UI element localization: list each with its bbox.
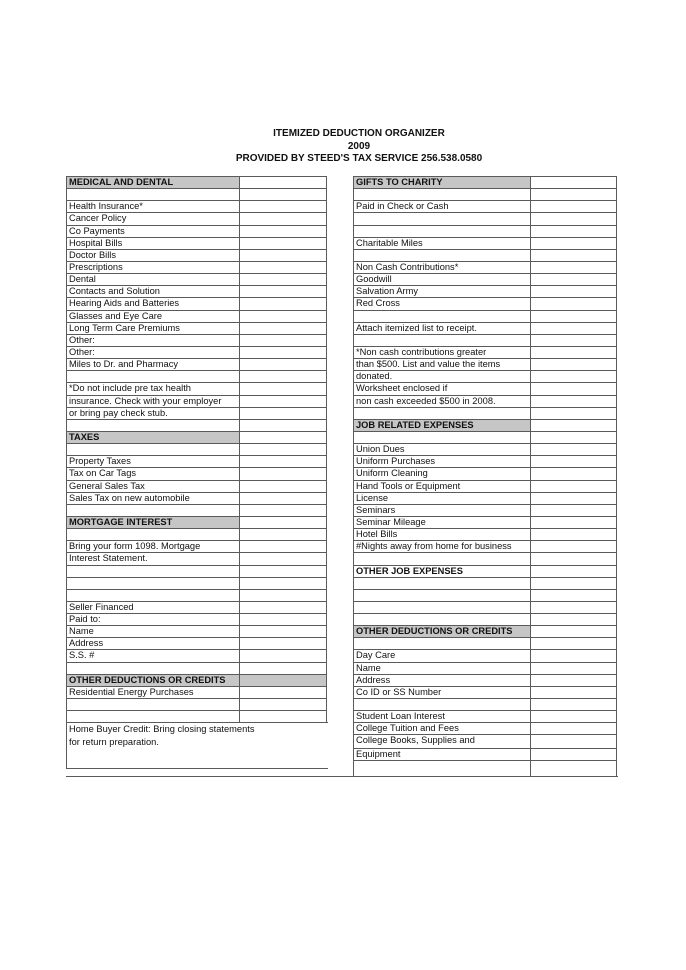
amount-field[interactable] (239, 649, 327, 661)
amount-field[interactable] (239, 407, 327, 419)
row-label: Address (353, 674, 530, 686)
amount-field[interactable] (239, 589, 327, 601)
amount-field[interactable] (530, 407, 617, 419)
amount-field[interactable] (530, 698, 617, 710)
row-label: Cancer Policy (66, 212, 239, 224)
row-label: Uniform Purchases (353, 455, 530, 467)
table-row (66, 273, 328, 285)
table-row (66, 419, 328, 431)
section-header-other-job-expenses (353, 565, 617, 577)
row-label: Equipment (353, 748, 530, 760)
table-bottom-border (66, 776, 618, 777)
amount-field[interactable] (530, 516, 617, 528)
section-title: MORTGAGE INTEREST (66, 516, 239, 528)
amount-field[interactable] (239, 273, 327, 285)
section-header-gifts-to-charity (353, 176, 617, 188)
section-title: TAXES (66, 431, 239, 443)
row-label: Sales Tax on new automobile (66, 492, 239, 504)
row-label: Health Insurance* (66, 200, 239, 212)
row-label: Seminars (353, 504, 530, 516)
table-row (353, 395, 617, 407)
table-row (66, 637, 328, 649)
row-label: Co ID or SS Number (353, 686, 530, 698)
table-row (353, 480, 617, 492)
table-row (353, 455, 617, 467)
table-row (353, 734, 617, 748)
table-row (353, 382, 617, 394)
row-label (353, 310, 530, 322)
amount-field[interactable] (239, 613, 327, 625)
amount-field[interactable] (530, 237, 617, 249)
row-label (66, 443, 239, 455)
row-label: Hospital Bills (66, 237, 239, 249)
row-label (66, 710, 239, 722)
table-row (66, 504, 328, 516)
amount-field[interactable] (239, 698, 327, 710)
row-label (353, 637, 530, 649)
row-label: non cash exceeded $500 in 2008. (353, 395, 530, 407)
row-label: Other: (66, 346, 239, 358)
row-label: Property Taxes (66, 455, 239, 467)
amount-field[interactable] (530, 760, 617, 776)
row-label (66, 698, 239, 710)
section-title: OTHER DEDUCTIONS OR CREDITS (353, 625, 530, 637)
amount-field[interactable] (530, 467, 617, 479)
table-row (66, 370, 328, 382)
section-title: GIFTS TO CHARITY (353, 176, 530, 188)
amount-field[interactable] (239, 249, 327, 261)
table-row (66, 261, 328, 273)
table-row (66, 200, 328, 212)
amount-field[interactable] (530, 188, 617, 200)
row-label: Contacts and Solution (66, 285, 239, 297)
amount-field[interactable] (239, 200, 327, 212)
table-row (353, 237, 617, 249)
row-label (353, 249, 530, 261)
amount-field[interactable] (530, 176, 617, 188)
row-label: S.S. # (66, 649, 239, 661)
note-line: Home Buyer Credit: Bring closing statements (69, 724, 255, 735)
row-label: Prescriptions (66, 261, 239, 273)
amount-field[interactable] (530, 674, 617, 686)
table-row (66, 443, 328, 455)
amount-field[interactable] (239, 225, 327, 237)
table-row (66, 686, 328, 698)
table-row (353, 710, 617, 722)
section-title: JOB RELATED EXPENSES (353, 419, 530, 431)
row-label (353, 407, 530, 419)
table-row (66, 212, 328, 224)
table-row (66, 698, 328, 710)
amount-field[interactable] (530, 370, 617, 382)
table-row (353, 285, 617, 297)
amount-field[interactable] (239, 443, 327, 455)
section-header-mortgage-interest (66, 516, 328, 528)
table-row (66, 662, 328, 674)
table-row (353, 686, 617, 698)
table-row (66, 225, 328, 237)
row-label: #Nights away from home for business (353, 540, 530, 552)
row-label (66, 589, 239, 601)
amount-field[interactable] (530, 528, 617, 540)
row-label (66, 577, 239, 589)
row-label: Non Cash Contributions* (353, 261, 530, 273)
table-row (353, 760, 617, 777)
row-label (353, 577, 530, 589)
table-row (66, 382, 328, 394)
amount-field[interactable] (530, 200, 617, 212)
row-label: Tax on Car Tags (66, 467, 239, 479)
table-row (353, 540, 617, 552)
row-label: than $500. List and value the items (353, 358, 530, 370)
table-row (353, 443, 617, 455)
document-title: ITEMIZED DEDUCTION ORGANIZER (273, 128, 445, 139)
row-label (353, 212, 530, 224)
amount-field[interactable] (530, 395, 617, 407)
table-row (66, 322, 328, 334)
table-row (66, 577, 328, 589)
amount-field[interactable] (530, 455, 617, 467)
row-label: Student Loan Interest (353, 710, 530, 722)
row-label: Charitable Miles (353, 237, 530, 249)
amount-field[interactable] (530, 686, 617, 698)
table-row (66, 540, 328, 552)
row-label (353, 431, 530, 443)
row-label: Seminar Mileage (353, 516, 530, 528)
amount-field[interactable] (530, 285, 617, 297)
row-label: Red Cross (353, 297, 530, 309)
document-year: 2009 (347, 140, 371, 152)
amount-field[interactable] (530, 637, 617, 649)
amount-field[interactable] (239, 516, 327, 528)
row-label (66, 188, 239, 200)
table-row (353, 577, 617, 589)
amount-field[interactable] (239, 565, 327, 577)
table-row (66, 310, 328, 322)
table-row (353, 722, 617, 734)
table-row (353, 674, 617, 686)
table-row (353, 504, 617, 516)
amount-field[interactable] (530, 358, 617, 370)
amount-field[interactable] (239, 176, 327, 188)
row-label (353, 613, 530, 625)
section-header-medical-and-dental (66, 176, 328, 188)
amount-field[interactable] (239, 528, 327, 540)
table-row (66, 613, 328, 625)
row-label (353, 589, 530, 601)
row-label: Dental (66, 273, 239, 285)
table-row (353, 297, 617, 309)
row-label: Name (353, 662, 530, 674)
amount-field[interactable] (239, 382, 327, 394)
table-row (353, 601, 617, 613)
row-label: College Books, Supplies and (353, 734, 530, 748)
amount-field[interactable] (530, 540, 617, 552)
table-row (66, 710, 328, 722)
row-label: or bring pay check stub. (66, 407, 239, 419)
amount-field[interactable] (239, 625, 327, 637)
right-deductions-table (353, 176, 617, 777)
table-row (66, 358, 328, 370)
amount-field[interactable] (530, 577, 617, 589)
row-label: insurance. Check with your employer (66, 395, 239, 407)
document-title-block (0, 128, 686, 166)
row-label: Salvation Army (353, 285, 530, 297)
amount-field[interactable] (239, 261, 327, 273)
row-label: Day Care (353, 649, 530, 661)
table-row (353, 431, 617, 443)
amount-field[interactable] (239, 237, 327, 249)
row-label: License (353, 492, 530, 504)
row-label (66, 504, 239, 516)
table-row (353, 200, 617, 212)
left-deductions-table (66, 176, 328, 769)
row-label: Goodwill (353, 273, 530, 285)
table-row (66, 589, 328, 601)
row-label: General Sales Tax (66, 480, 239, 492)
amount-field[interactable] (239, 710, 327, 722)
amount-field[interactable] (530, 431, 617, 443)
amount-field[interactable] (530, 382, 617, 394)
amount-field[interactable] (239, 662, 327, 674)
row-label: *Non cash contributions greater (353, 346, 530, 358)
table-row (66, 346, 328, 358)
amount-field[interactable] (239, 467, 327, 479)
table-row (66, 395, 328, 407)
row-label: College Tuition and Fees (353, 722, 530, 734)
table-row (353, 637, 617, 649)
amount-field[interactable] (530, 443, 617, 455)
amount-field[interactable] (239, 297, 327, 309)
row-label: Uniform Cleaning (353, 467, 530, 479)
row-label: donated. (353, 370, 530, 382)
row-label: Other: (66, 334, 239, 346)
table-row (66, 565, 328, 577)
table-row (66, 297, 328, 309)
table-row (66, 528, 328, 540)
row-label (353, 698, 530, 710)
table-row (353, 552, 617, 564)
section-title: OTHER DEDUCTIONS OR CREDITS (66, 674, 239, 686)
amount-field[interactable] (530, 589, 617, 601)
table-row (353, 748, 617, 760)
amount-field[interactable] (239, 322, 327, 334)
row-label (353, 188, 530, 200)
table-row (353, 188, 617, 200)
table-row (353, 249, 617, 261)
row-label (66, 419, 239, 431)
table-row (66, 625, 328, 637)
table-row (353, 346, 617, 358)
section-header-other-deductions-or-credits (66, 674, 328, 686)
amount-field[interactable] (530, 225, 617, 237)
amount-field[interactable] (239, 540, 327, 552)
table-row (66, 407, 328, 419)
row-label: Hearing Aids and Batteries (66, 297, 239, 309)
amount-field[interactable] (239, 358, 327, 370)
table-row (66, 467, 328, 479)
row-label: Hotel Bills (353, 528, 530, 540)
table-row (66, 188, 328, 200)
amount-field[interactable] (530, 601, 617, 613)
amount-field[interactable] (530, 710, 617, 722)
amount-field[interactable] (239, 552, 327, 564)
amount-field[interactable] (239, 346, 327, 358)
amount-field[interactable] (530, 748, 617, 760)
row-label (353, 552, 530, 564)
amount-field[interactable] (239, 601, 327, 613)
table-row (66, 334, 328, 346)
amount-field[interactable] (239, 431, 327, 443)
table-row (353, 334, 617, 346)
table-row (353, 516, 617, 528)
amount-field[interactable] (239, 188, 327, 200)
amount-field[interactable] (530, 346, 617, 358)
amount-field[interactable] (530, 480, 617, 492)
amount-field[interactable] (530, 613, 617, 625)
amount-field[interactable] (239, 212, 327, 224)
row-label: Name (66, 625, 239, 637)
table-row (66, 552, 328, 564)
document-provider: PROVIDED BY STEED'S TAX SERVICE 256.538.0580 (235, 153, 483, 164)
amount-field[interactable] (239, 370, 327, 382)
row-label: Long Term Care Premiums (66, 322, 239, 334)
table-row (353, 662, 617, 674)
amount-field[interactable] (239, 480, 327, 492)
amount-field[interactable] (530, 662, 617, 674)
row-label: Bring your form 1098. Mortgage (66, 540, 239, 552)
table-row (66, 237, 328, 249)
row-label: Seller Financed (66, 601, 239, 613)
row-label: Paid in Check or Cash (353, 200, 530, 212)
table-row (353, 370, 617, 382)
row-label (66, 662, 239, 674)
amount-field[interactable] (530, 419, 617, 431)
amount-field[interactable] (530, 261, 617, 273)
amount-field[interactable] (239, 492, 327, 504)
amount-field[interactable] (239, 504, 327, 516)
section-header-job-related-expenses (353, 419, 617, 431)
amount-field[interactable] (530, 297, 617, 309)
amount-field[interactable] (239, 419, 327, 431)
table-row (66, 249, 328, 261)
table-row (353, 358, 617, 370)
amount-field[interactable] (530, 212, 617, 224)
row-label: Glasses and Eye Care (66, 310, 239, 322)
amount-field[interactable] (530, 734, 617, 748)
row-label (353, 334, 530, 346)
section-title: MEDICAL AND DENTAL (66, 176, 239, 188)
amount-field[interactable] (239, 285, 327, 297)
table-row (66, 601, 328, 613)
row-label: Worksheet enclosed if (353, 382, 530, 394)
table-row (353, 613, 617, 625)
amount-field[interactable] (530, 492, 617, 504)
row-label (353, 601, 530, 613)
table-row (353, 225, 617, 237)
table-row (353, 649, 617, 661)
table-row (66, 285, 328, 297)
table-row (353, 261, 617, 273)
amount-field[interactable] (530, 625, 617, 637)
row-label: Co Payments (66, 225, 239, 237)
table-row (353, 698, 617, 710)
amount-field[interactable] (530, 322, 617, 334)
row-label: Hand Tools or Equipment (353, 480, 530, 492)
table-row (66, 492, 328, 504)
table-row (353, 310, 617, 322)
row-label (66, 528, 239, 540)
amount-field[interactable] (530, 273, 617, 285)
table-row (353, 467, 617, 479)
amount-field[interactable] (239, 310, 327, 322)
table-row (66, 455, 328, 467)
amount-field[interactable] (530, 310, 617, 322)
amount-field[interactable] (239, 686, 327, 698)
row-label: Attach itemized list to receipt. (353, 322, 530, 334)
amount-field[interactable] (530, 334, 617, 346)
row-label: *Do not include pre tax health (66, 382, 239, 394)
row-label: Union Dues (353, 443, 530, 455)
table-row (353, 589, 617, 601)
row-label (66, 565, 239, 577)
row-label: Interest Statement. (66, 552, 239, 564)
table-row (353, 492, 617, 504)
amount-field[interactable] (239, 455, 327, 467)
table-row (66, 480, 328, 492)
section-header-other-deductions-or-credits (353, 625, 617, 637)
row-label: Paid to: (66, 613, 239, 625)
row-label (353, 760, 530, 776)
table-row (353, 322, 617, 334)
amount-field[interactable] (239, 395, 327, 407)
amount-field[interactable] (530, 504, 617, 516)
row-label: Miles to Dr. and Pharmacy (66, 358, 239, 370)
row-label (66, 370, 239, 382)
amount-field[interactable] (530, 249, 617, 261)
section-header-taxes (66, 431, 328, 443)
section-title: OTHER JOB EXPENSES (353, 565, 530, 577)
row-label: Doctor Bills (66, 249, 239, 261)
amount-field[interactable] (530, 649, 617, 661)
table-row (353, 407, 617, 419)
row-label (353, 225, 530, 237)
amount-field[interactable] (530, 552, 617, 564)
amount-field[interactable] (239, 637, 327, 649)
row-label: Address (66, 637, 239, 649)
table-row (353, 528, 617, 540)
note-line: for return preparation. (69, 736, 159, 747)
table-row (353, 212, 617, 224)
table-row (66, 649, 328, 661)
amount-field[interactable] (239, 577, 327, 589)
amount-field[interactable] (530, 722, 617, 734)
table-row (353, 273, 617, 285)
amount-field[interactable] (239, 674, 327, 686)
row-label: Residential Energy Purchases (66, 686, 239, 698)
amount-field[interactable] (530, 565, 617, 577)
home-buyer-credit-note (66, 722, 328, 769)
amount-field[interactable] (239, 334, 327, 346)
